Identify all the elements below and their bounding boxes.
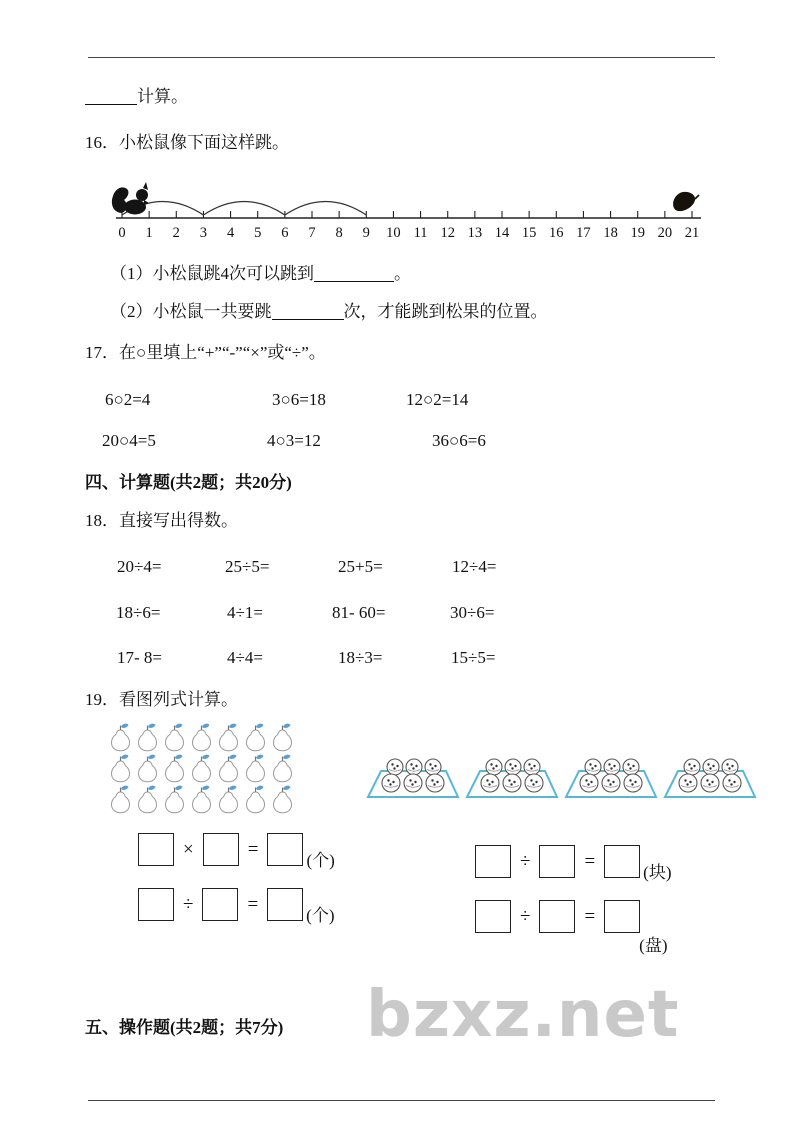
number-line — [112, 170, 712, 250]
q18-eq: 17- 8= — [117, 648, 162, 667]
watermark: bzxz.net — [366, 978, 680, 1052]
pear-icon — [108, 784, 133, 815]
q16-sub2-text: （2）小松鼠一共要跳 — [110, 302, 272, 321]
q18-eq: 30÷6= — [450, 603, 495, 622]
pear-row — [108, 753, 295, 784]
q16-title: 16．小松鼠像下面这样跳。 — [85, 133, 289, 152]
q18-eq: 20÷4= — [117, 557, 162, 576]
cupcake-plate-icon — [366, 752, 461, 807]
pear-icon — [108, 753, 133, 784]
q17-eq: 6○2=4 — [105, 390, 151, 409]
equals-sign: = — [584, 850, 596, 872]
q18-eq: 4÷4= — [227, 648, 263, 667]
q16-sub2 — [110, 301, 548, 322]
answer-box — [138, 888, 174, 921]
pear-icon — [189, 753, 214, 784]
q16-sub1 — [110, 263, 411, 284]
svg-text:12: 12 — [440, 225, 455, 241]
squirrel-icon — [110, 180, 150, 221]
svg-text:8: 8 — [335, 225, 343, 241]
pear-icon — [135, 722, 160, 753]
svg-text:16: 16 — [549, 225, 564, 241]
q19-right-equation-1 — [475, 845, 672, 882]
q19-left-equation-2 — [138, 888, 335, 925]
pear-icon — [189, 722, 214, 753]
cupcake-plate-icon — [663, 752, 758, 807]
pear-icon — [243, 753, 268, 784]
top-rule — [88, 57, 715, 58]
equals-sign: = — [584, 905, 596, 927]
answer-box — [267, 888, 303, 921]
pear-icon — [243, 722, 268, 753]
q18-eq: 4÷1= — [227, 603, 263, 622]
unit-label: (个) — [306, 906, 335, 925]
pear-icon — [162, 784, 187, 815]
q18-eq: 12÷4= — [452, 557, 497, 576]
pear-icon — [162, 722, 187, 753]
q19-title: 19．看图列式计算。 — [85, 690, 238, 709]
pear-icon — [270, 753, 295, 784]
pear-row — [108, 784, 295, 815]
svg-text:21: 21 — [684, 225, 700, 241]
svg-text:1: 1 — [145, 225, 153, 241]
svg-text:0: 0 — [118, 225, 126, 241]
answer-blank — [85, 88, 137, 105]
svg-text:17: 17 — [576, 225, 591, 241]
pear-icon — [189, 784, 214, 815]
svg-text:15: 15 — [521, 225, 537, 241]
answer-box — [267, 833, 303, 866]
svg-text:3: 3 — [199, 225, 208, 241]
unit-label: (盘) — [639, 936, 668, 955]
pear-row — [108, 722, 295, 753]
pinecone-icon — [672, 190, 700, 219]
answer-box — [539, 845, 575, 878]
q18-eq: 18÷3= — [338, 648, 383, 667]
q18-eq: 25÷5= — [225, 557, 270, 576]
equals-sign: = — [247, 893, 259, 915]
bottom-rule — [88, 1100, 715, 1101]
svg-text:6: 6 — [281, 225, 289, 241]
answer-box — [539, 900, 575, 933]
q19-right-equation-2 — [475, 900, 671, 955]
pear-icon — [108, 722, 133, 753]
q18-eq: 25+5= — [338, 557, 383, 576]
svg-text:18: 18 — [603, 225, 618, 241]
pear-icon — [135, 753, 160, 784]
pear-icon — [216, 784, 241, 815]
svg-text:14: 14 — [494, 225, 510, 241]
answer-box — [138, 833, 174, 866]
pear-icon — [216, 753, 241, 784]
q16-sub2-text2: 次，才能跳到松果的位置。 — [343, 302, 548, 321]
carryover-text: 计算。 — [137, 87, 188, 106]
svg-text:11: 11 — [413, 225, 428, 241]
pear-icon — [135, 784, 160, 815]
cupcake-plate-icon — [465, 752, 560, 807]
answer-box — [475, 900, 511, 933]
svg-text:5: 5 — [254, 225, 262, 241]
svg-text:20: 20 — [657, 225, 673, 241]
q18-title: 18．直接写出得数。 — [85, 511, 238, 530]
q17-eq: 4○3=12 — [267, 431, 321, 450]
pear-icon — [243, 784, 268, 815]
answer-blank — [272, 303, 344, 320]
answer-box — [604, 900, 640, 933]
pear-icon — [270, 784, 295, 815]
svg-text:4: 4 — [226, 225, 235, 241]
q17-eq: 20○4=5 — [102, 431, 156, 450]
answer-box — [475, 845, 511, 878]
operator: × — [183, 838, 194, 860]
unit-label: (个) — [306, 851, 335, 870]
pear-icon — [216, 722, 241, 753]
answer-box — [203, 833, 239, 866]
q17-title: 17．在○里填上“+”“-”“×”或“÷”。 — [85, 343, 326, 362]
q16-sub1-text: （1）小松鼠跳4次可以跳到 — [110, 264, 314, 283]
q17-eq: 3○6=18 — [272, 390, 326, 409]
answer-blank — [314, 265, 394, 282]
svg-text:19: 19 — [630, 225, 645, 241]
section5-heading: 五、操作题(共2题；共7分) — [85, 1018, 284, 1037]
q17-eq: 36○6=6 — [432, 431, 486, 450]
pear-icon — [162, 753, 187, 784]
q19-left-equation-1 — [138, 833, 335, 870]
svg-text:9: 9 — [362, 225, 370, 241]
svg-text:2: 2 — [172, 225, 180, 241]
q18-eq: 15÷5= — [451, 648, 496, 667]
equals-sign: = — [247, 838, 259, 860]
section4-heading: 四、计算题(共2题；共20分) — [85, 473, 292, 492]
pear-icon — [270, 722, 295, 753]
answer-box — [604, 845, 640, 878]
svg-text:13: 13 — [467, 225, 483, 241]
operator: ÷ — [183, 893, 194, 915]
q17-eq: 12○2=14 — [406, 390, 469, 409]
q16-sub1-period: 。 — [394, 264, 411, 283]
operator: ÷ — [520, 905, 531, 927]
number-line-figure — [112, 170, 712, 250]
cupcake-plates-figure — [366, 752, 758, 807]
svg-text:7: 7 — [308, 225, 316, 241]
q18-eq: 81- 60= — [332, 603, 386, 622]
carryover-line — [85, 86, 188, 107]
q18-eq: 18÷6= — [116, 603, 161, 622]
unit-label: (块) — [643, 863, 672, 882]
answer-box — [202, 888, 238, 921]
svg-text:10: 10 — [386, 225, 401, 241]
cupcake-plate-icon — [564, 752, 659, 807]
operator: ÷ — [520, 850, 531, 872]
pear-grid-figure — [108, 722, 295, 815]
